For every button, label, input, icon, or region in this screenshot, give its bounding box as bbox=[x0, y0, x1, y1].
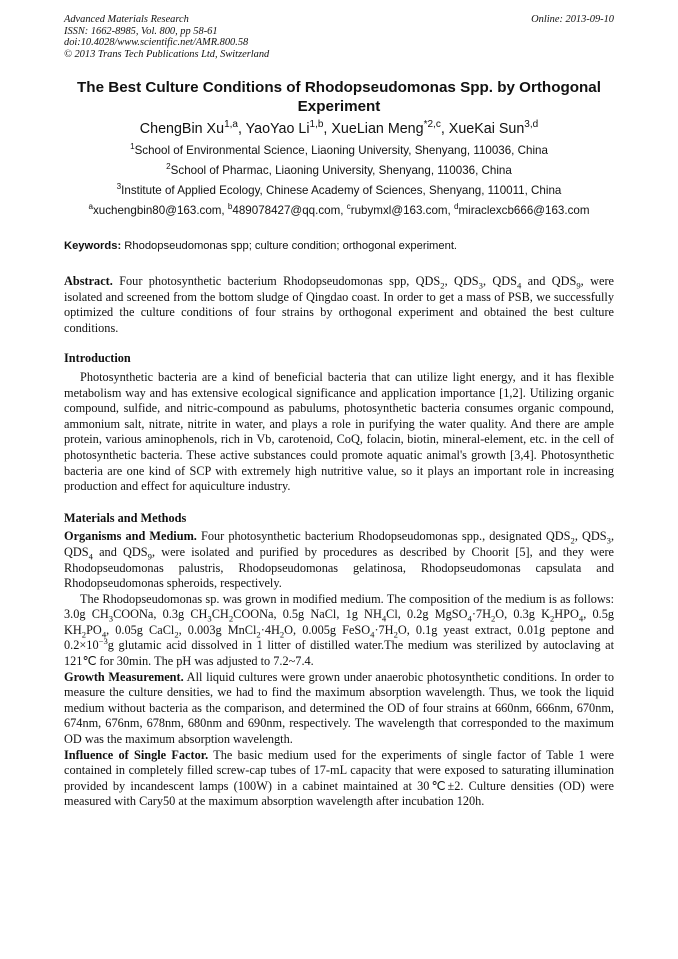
author-name: XueKai Sun bbox=[448, 121, 525, 137]
subscript: 3 bbox=[108, 613, 114, 624]
organisms-paragraph bbox=[64, 529, 614, 591]
subscript: 3 bbox=[478, 280, 483, 291]
medium-paragraph bbox=[64, 592, 614, 670]
subscript: 2 bbox=[228, 613, 234, 624]
subscript: 2 bbox=[393, 629, 398, 640]
paragraph-text: COONa, 0.3g CH bbox=[113, 607, 208, 622]
author-list bbox=[64, 119, 614, 139]
subscript: 4 bbox=[370, 629, 375, 640]
author-sup: 1,a bbox=[224, 119, 238, 131]
subscript: 2 bbox=[490, 613, 496, 624]
subscript: 3 bbox=[606, 535, 611, 546]
author-sup: 1,b bbox=[309, 119, 324, 131]
paper-title: The Best Culture Conditions of Rhodopseudomonas Spp. by Orthogonal Experiment bbox=[77, 79, 601, 115]
keywords bbox=[64, 239, 614, 254]
copyright-line: © 2013 Trans Tech Publications Ltd, Switzerland bbox=[64, 48, 270, 60]
email-sup: d bbox=[454, 202, 459, 212]
paragraph-text: CH bbox=[211, 607, 229, 622]
subscript: 2 bbox=[440, 280, 445, 291]
paragraph-text: All liquid cultures were grown under anaerobic photosynthetic conditions. In order to measure the culture densities, we had to find the maximum absorption wavelength. Thus, we took the liquid medium without bacteria as the comparison, and determined the OD of four strains at 660nm, 666nm, 670nm, 674nm, 676nm, 678nm, 680nm and 690nm, respectively. The wavelength that corresponded to the maximum OD was the maximum absorption wavelength. bbox=[64, 669, 614, 747]
paragraph-text: g glutamic acid dissolved in 1 litter of distilled water.The medium was sterilized by autoclaving at 121℃ for 30min. The pH was adjusted to 7.2~7.4. bbox=[64, 638, 614, 669]
superscript: −3 bbox=[98, 636, 108, 647]
subscript: 4 bbox=[578, 613, 584, 624]
abstract-text: and QDS bbox=[521, 274, 577, 288]
introduction-paragraph: Photosynthetic bacteria are a kind of beneficial bacteria that can utilize light energy, and it has flexible metabolism way and has extensive ecological significance and application importance [1,2]. Utilizing organic compound, sulfide, and nitric-compound as pabulums, photosynthetic bacteria consumes organic compound, ammonium salt, nitrate, nitrite in water, and plays a role in purifying the water quality. And there are ample protein, various aminophenols, rich in Vb, carotenoid, CoQ, folacin, biotin, mineral-element, etc. in the cell of photosynthetic bacteria. These active substances could promote aquatic animal's growth [3,4]. Photosynthetic bacteria are one kind of SCP with extremely high nutritive value, so it plays an important role in increasing production and effect for aquiculture industry. bbox=[64, 369, 614, 494]
affiliation-3 bbox=[64, 183, 614, 199]
paragraph-text: PO bbox=[86, 622, 102, 637]
email-list bbox=[64, 203, 614, 219]
author-name: XueLian Meng bbox=[331, 121, 424, 137]
paragraph-text: and QDS bbox=[92, 544, 148, 559]
subscript: 3 bbox=[207, 613, 212, 624]
subscript: 2 bbox=[279, 629, 285, 640]
doi-line: doi:10.4028/www.scientific.net/AMR.800.58 bbox=[64, 37, 249, 48]
organisms-label: Organisms and Medium. bbox=[64, 529, 197, 544]
paragraph-text: , QDS bbox=[64, 529, 615, 559]
section-heading-methods: Materials and Methods bbox=[64, 510, 187, 525]
subscript: 4 bbox=[381, 613, 387, 624]
author-sep: , bbox=[237, 121, 246, 137]
author-sep: , bbox=[440, 121, 449, 137]
email-link[interactable]: 489078427@qq.com, bbox=[232, 204, 347, 217]
affiliation-text: School of Pharmac, Liaoning University, Shenyang, 110036, China bbox=[170, 164, 512, 177]
subscript: 9 bbox=[147, 551, 152, 562]
header-row bbox=[64, 14, 614, 26]
abstract bbox=[64, 274, 614, 336]
subscript: 4 bbox=[101, 629, 107, 640]
abstract-label: Abstract. bbox=[64, 274, 113, 288]
paragraph-text: O, 0.3g K bbox=[495, 607, 550, 622]
email-link[interactable]: rubymxl@163.com, bbox=[350, 204, 454, 217]
growth-paragraph bbox=[64, 670, 614, 748]
paragraph-text: Four photosynthetic bacterium Rhodopseudomonas spp., designated QDS bbox=[196, 529, 571, 544]
subscript: 2 bbox=[174, 629, 179, 640]
affiliation-sup: 1 bbox=[130, 142, 135, 152]
subscript: 2 bbox=[81, 629, 87, 640]
paragraph-text: ·7H bbox=[374, 622, 394, 637]
subscript: 4 bbox=[88, 551, 93, 562]
paragraph-text: O, 0.005g FeSO bbox=[284, 622, 371, 637]
abstract-text: , QDS bbox=[444, 274, 479, 288]
email-link[interactable]: xuchengbin80@163.com, bbox=[93, 204, 228, 217]
paragraph-text: , 0.05g CaCl bbox=[106, 622, 175, 637]
paragraph-text: O, 0.1g yeast extract, 0.01g peptone and 0.2×10 bbox=[64, 622, 615, 653]
affiliation-text: Institute of Applied Ecology, Chinese Academy of Sciences, Shenyang, 110011, China bbox=[121, 184, 562, 197]
email-sup: a bbox=[88, 202, 93, 212]
single-factor-paragraph bbox=[64, 748, 614, 810]
keywords-text: Rhodopseudomonas spp; culture condition; orthogonal experiment. bbox=[121, 240, 458, 252]
abstract-text: , QDS bbox=[482, 274, 517, 288]
paragraph-text: The basic medium used for the experiments of single factor of Table 1 were contained in completely filled screw-cap tubes of 17-mL capacity that were exposed to saturating illumination provided by incandescent lamps (100W) in a cabinet maintained at 30℃±2. Culture densities (OD) were measured with Cary50 at the maximum absorption wavelength after incubation 120h. bbox=[64, 747, 614, 809]
paragraph-text: , QDS bbox=[574, 529, 607, 544]
abstract-text: Four photosynthetic bacterium Rhodopseudomonas spp, QDS bbox=[112, 274, 441, 288]
affiliation-2 bbox=[64, 163, 614, 179]
paragraph-text: , were isolated and purified by procedures as described by Choorit [5], and they were Rhodopseudomonas palustris, Rhodopseudomonas gelatinosa, Rhodopseudomonas capsulata and Rhodopseudomonas spheroids, respectively. bbox=[64, 544, 614, 591]
author-name: YaoYao Li bbox=[245, 121, 310, 137]
affiliation-sup: 2 bbox=[166, 162, 171, 172]
subscript: 4 bbox=[467, 613, 472, 624]
author-sep: , bbox=[323, 121, 332, 137]
subscript: 4 bbox=[516, 280, 522, 291]
subscript: 2 bbox=[256, 629, 261, 640]
affiliation-sup: 3 bbox=[116, 182, 122, 192]
issn-line: ISSN: 1662-8985, Vol. 800, pp 58-61 bbox=[64, 25, 218, 37]
email-link[interactable]: miraclexcb666@163.com bbox=[458, 204, 590, 217]
paragraph-text: Cl, 0.2g MgSO bbox=[386, 607, 468, 622]
affiliation-1 bbox=[64, 143, 614, 159]
paragraph-text: The Rhodopseudomonas sp. was grown in modified medium. The composition of the medium is as follows: 3.0g CH bbox=[64, 591, 614, 622]
author-sup: *2,c bbox=[423, 119, 441, 131]
paragraph-text: HPO bbox=[554, 607, 579, 622]
keywords-label: Keywords: bbox=[64, 240, 122, 252]
paragraph-text: ·7H bbox=[471, 607, 491, 622]
email-sup: b bbox=[227, 202, 233, 212]
author-name: ChengBin Xu bbox=[139, 121, 225, 137]
paragraph-text: COONa, 0.5g NaCl, 1g NH bbox=[233, 607, 382, 622]
paragraph-text: , 0.003g MnCl bbox=[178, 622, 257, 637]
subscript: 2 bbox=[549, 613, 555, 624]
email-sup: c bbox=[346, 202, 351, 212]
paragraph-text: ·4H bbox=[260, 622, 280, 637]
affiliation-text: School of Environmental Science, Liaoning University, Shenyang, 110036, China bbox=[134, 144, 548, 157]
single-factor-label: Influence of Single Factor. bbox=[64, 747, 209, 762]
abstract-text: , were isolated and screened from the bottom sludge of Qingdao coast. In order to get a mass of PSB, we successfully optimized the culture conditions of four strains by orthogonal experiment and obtained the best culture conditions. bbox=[64, 274, 614, 335]
online-date: Online: 2013-09-10 bbox=[531, 14, 614, 25]
growth-label: Growth Measurement. bbox=[64, 669, 184, 684]
subscript: 9 bbox=[576, 280, 581, 291]
section-heading-introduction: Introduction bbox=[64, 351, 131, 366]
paragraph-text: , 0.5g KH bbox=[64, 607, 614, 637]
paper-page bbox=[64, 14, 614, 810]
subscript: 2 bbox=[570, 535, 575, 546]
author-sup: 3,d bbox=[524, 119, 539, 131]
journal-name: Advanced Materials Research bbox=[64, 14, 189, 25]
